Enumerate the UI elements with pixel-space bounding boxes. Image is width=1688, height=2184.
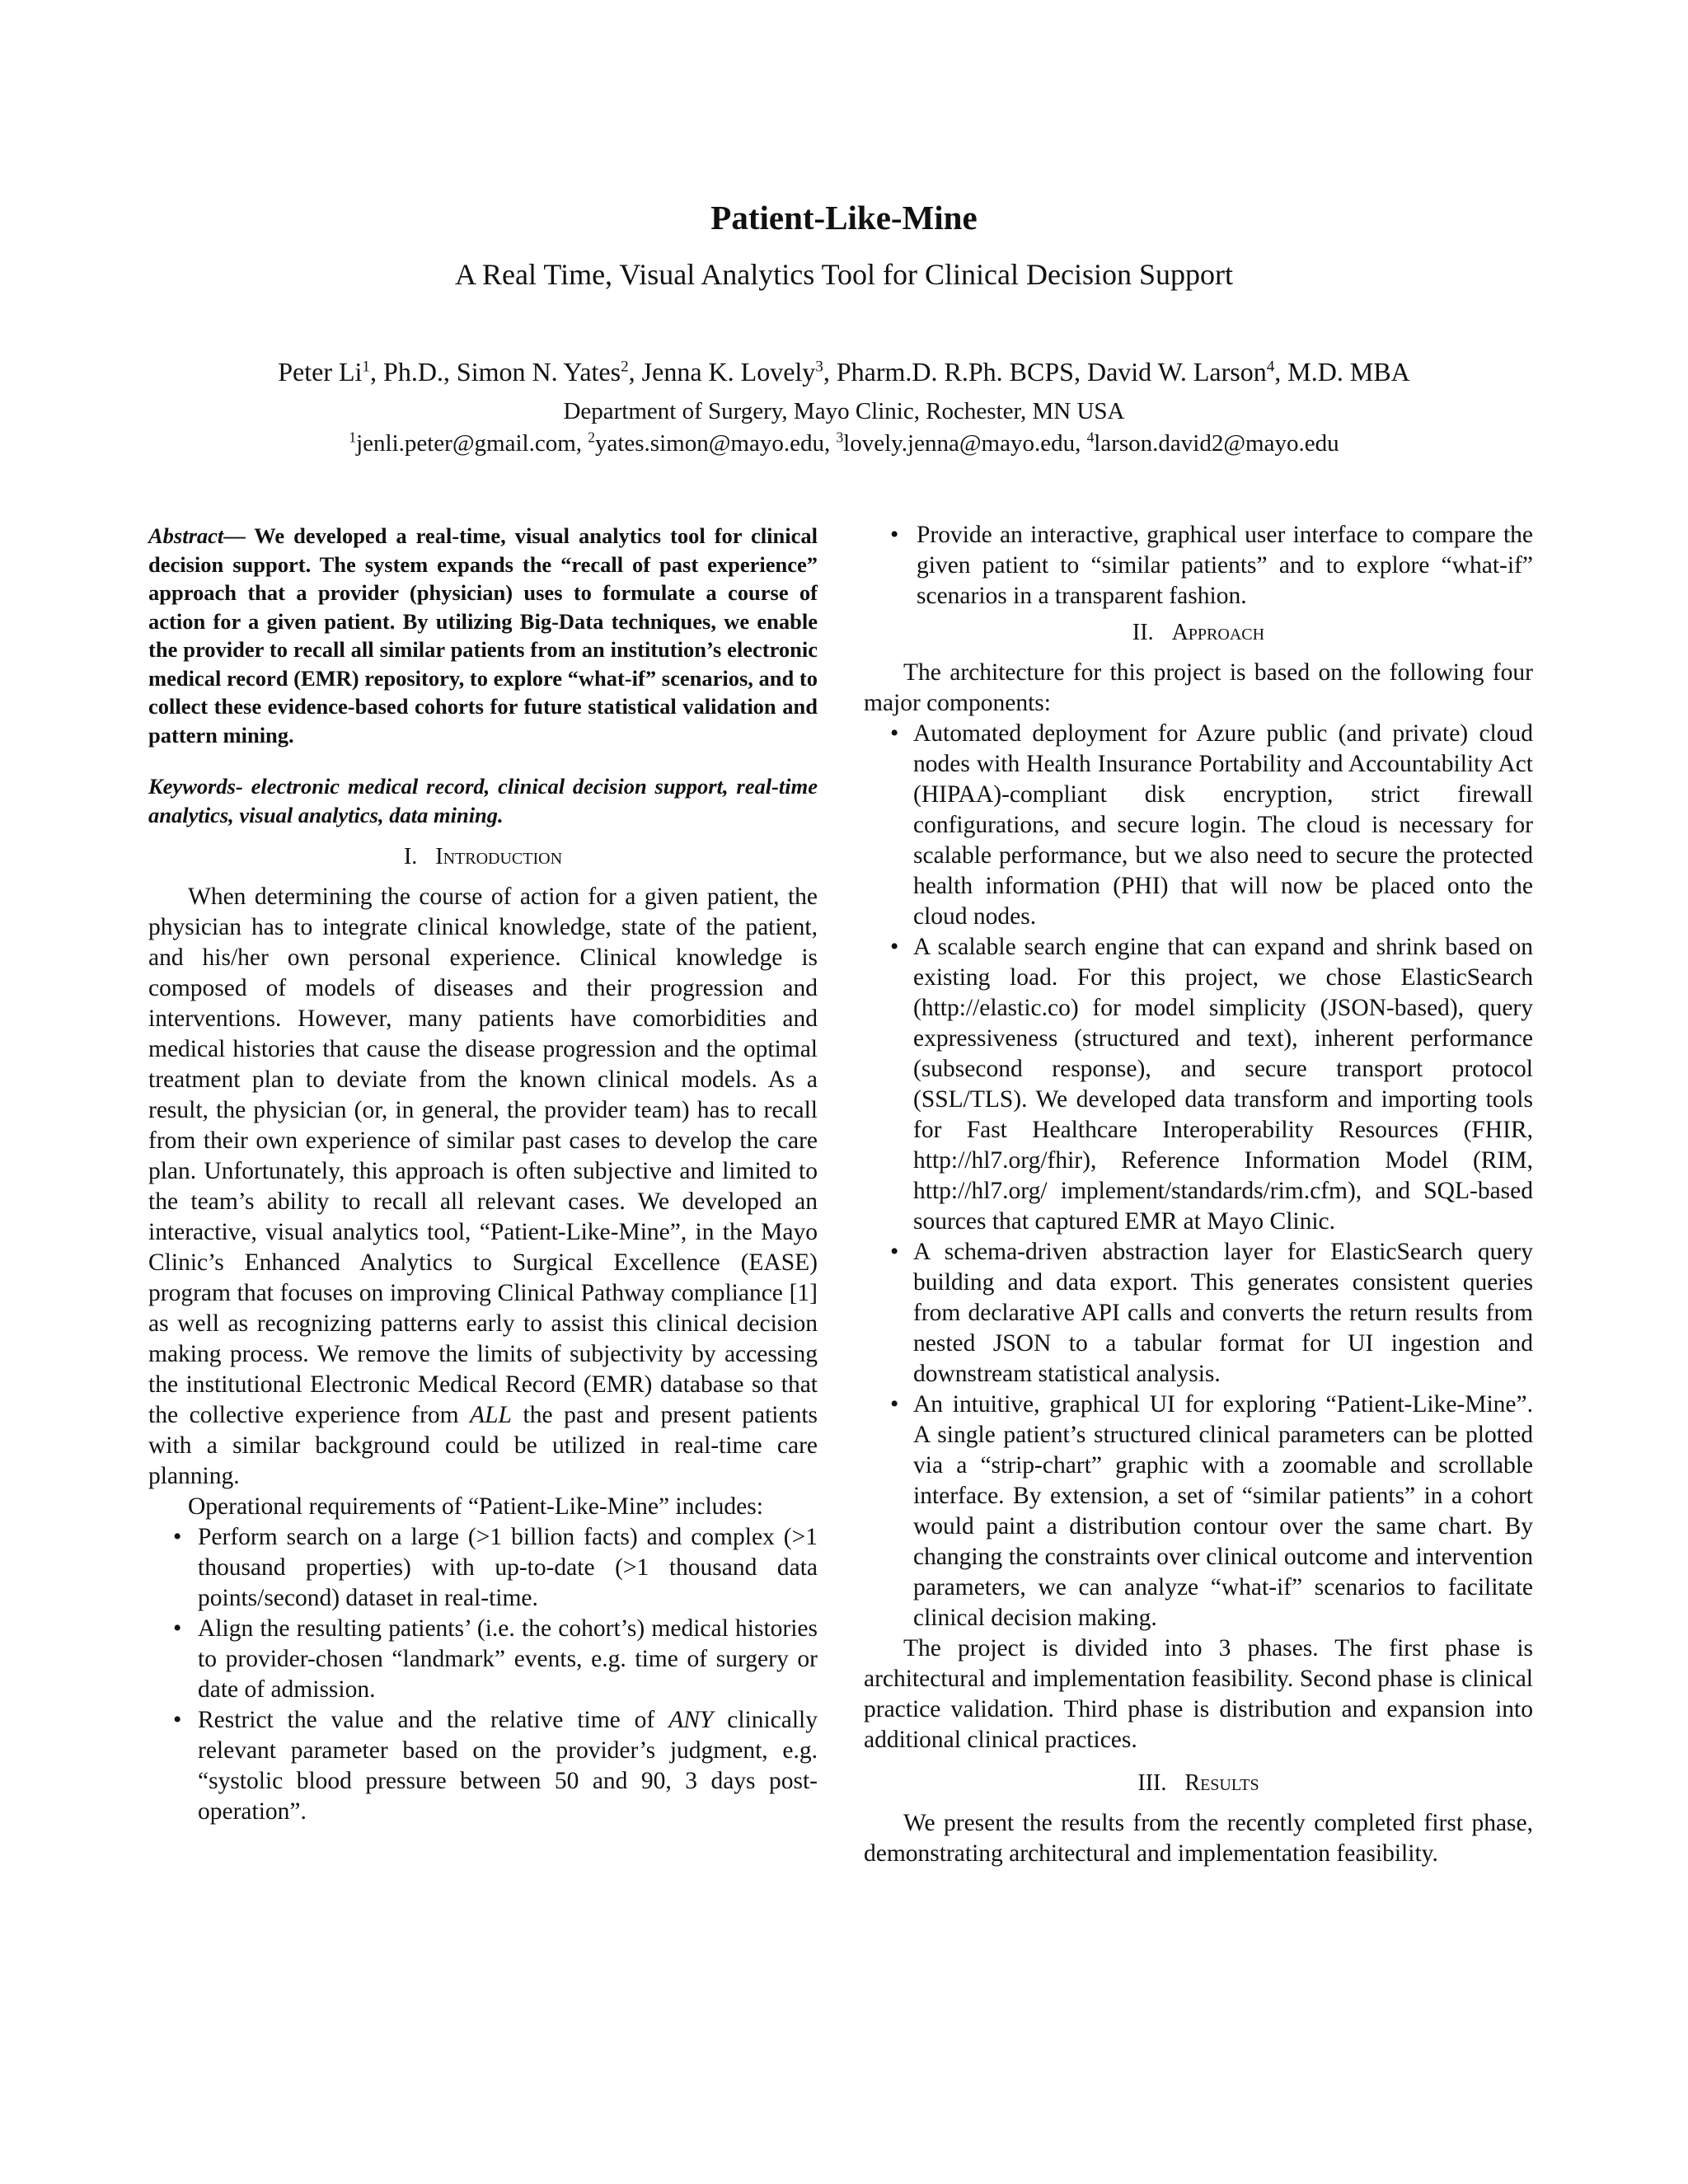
bullet-icon: •: [890, 1391, 899, 1418]
right-column: [864, 520, 1533, 1869]
author-name: David W. Larson: [1086, 357, 1267, 387]
author-name: Simon N. Yates: [456, 357, 621, 387]
bullet-icon: •: [173, 1524, 182, 1550]
list-item: [148, 1614, 818, 1705]
author-name: Jenna K. Lovely: [641, 357, 816, 387]
bullet-icon: •: [890, 1239, 899, 1265]
requirements-list: [148, 1522, 818, 1827]
intro-emphasis: ALL: [470, 1402, 512, 1428]
email-address: larson.david2@mayo.edu: [1094, 430, 1339, 457]
section-number: II.: [1132, 620, 1154, 645]
list-item-text: Align the resulting patients’ (i.e. the cohort’s) medical histories to provider-chosen “landmark” events, e.g. time of surgery or date of admission.: [198, 1615, 818, 1703]
section-title: Results: [1184, 1770, 1259, 1796]
author-credentials: , Ph.D.,: [370, 357, 457, 387]
author-affil-mark: 3: [815, 358, 823, 376]
left-column: [148, 522, 818, 1827]
intro-text: the past and present patients with a similar background could be utilized in real-time care planning.: [148, 1402, 818, 1489]
email-address: lovely.jenna@mayo.edu,: [843, 430, 1087, 457]
results-paragraph: We present the results from the recently completed first phase, demonstrating architectural and implementation feasibility.: [864, 1810, 1533, 1867]
list-item-text: Automated deployment for Azure public (and private) cloud nodes with Health Insurance Portability and Accountability Act (HIPAA)-compliant disk encryption, strict firewall configurations, and secure login. The cloud is necessary for scalable performance, but we also need to secure the protected health information (PHI) that will now be placed onto the cloud nodes.: [913, 720, 1533, 930]
bullet-icon: •: [890, 934, 899, 960]
affiliation: Department of Surgery, Mayo Clinic, Rochester, MN USA: [563, 398, 1125, 424]
author-credentials: ,: [628, 357, 642, 387]
section-title: Approach: [1171, 620, 1265, 645]
section-title: Introduction: [435, 844, 563, 869]
list-item-text: Restrict the value and the relative time of: [198, 1707, 669, 1733]
email-address: yates.simon@mayo.edu,: [594, 430, 837, 457]
bullet-icon: •: [173, 1707, 182, 1733]
section-heading-results: [864, 1767, 1533, 1800]
author-line: [0, 354, 1688, 389]
components-list: [864, 719, 1533, 1633]
author-affil-mark: 2: [621, 358, 629, 376]
list-item: [864, 1390, 1533, 1633]
section-heading-introduction: [148, 841, 818, 874]
paper-subtitle: A Real Time, Visual Analytics Tool for Clinical Decision Support: [455, 258, 1233, 291]
approach-paragraph: The architecture for this project is based on the following four major components:: [864, 659, 1533, 716]
author-credentials: , Pharm.D. R.Ph. BCPS,: [823, 357, 1087, 387]
email-affil-mark: 4: [1086, 429, 1095, 446]
bullet-icon: •: [173, 1615, 182, 1642]
section-number: III.: [1137, 1770, 1167, 1796]
bullet-icon: •: [890, 522, 899, 548]
abstract: [148, 522, 818, 749]
list-item-text: A schema-driven abstraction layer for ElasticSearch query building and data export. This generates consistent queries from declarative API calls and converts the return results from nested JSON to a tabular format for UI ingestion and downstream statistical analysis.: [913, 1239, 1533, 1387]
abstract-dash: —: [223, 523, 255, 548]
email-address: jenli.peter@gmail.com,: [356, 430, 588, 457]
list-item-emphasis: ANY: [668, 1707, 714, 1733]
list-item-text: An intuitive, graphical UI for exploring “Patient-Like-Mine”. A single patient’s structured clinical parameters can be plotted via a “strip-chart” graphic with a zoomable and scrollable interface. By extension, a set of “similar patients” in a cohort would paint a distribution contour over the same chart. By changing the constraints over clinical outcome and intervention parameters, we can analyze “what-if” scenarios to facilitate clinical decision making.: [913, 1391, 1533, 1631]
list-item-text: Perform search on a large (>1 billion facts) and complex (>1 thousand properties) with up-to-date (>1 thousand data points/second) dataset in real-time.: [198, 1524, 818, 1611]
author-affil-mark: 4: [1266, 358, 1275, 376]
abstract-text: We developed a real-time, visual analytics tool for clinical decision support. The system expands the “recall of past experience” approach that a provider (physician) uses to formulate a course of action for a given patient. By utilizing Big-Data techniques, we enable the provider to recall all similar patients from an institution’s electronic medical record (EMR) repository, to explore “what-if” scenarios, and to collect these evidence-based cohorts for future statistical validation and pattern mining.: [148, 523, 818, 748]
intro-text: When determining the course of action for a given patient, the physician has to integrate clinical knowledge, state of the patient, and his/her own personal experience. Clinical knowledge is composed of models of diseases and their progression and interventions. However, many patients have comorbidities and medical histories that cause the disease progression and the optimal treatment plan to deviate from the known clinical models. As a result, the physician (or, in general, the provider team) has to recall from their own experience of similar past cases to develop the care plan. Unfortunately, this approach is often subjective and limited to the team’s ability to recall all relevant cases. We developed an interactive, visual analytics tool, “Patient-Like-Mine”, in the Mayo Clinic’s Enhanced Analytics to Surgical Excellence (EASE) program that focuses on improving Clinical Pathway compliance [1] as well as recognizing patterns early to assist this clinical decision making process. We remove the limits of subjectivity by accessing the institutional Electronic Medical Record (EMR) database so that the collective experience from: [148, 883, 818, 1428]
section-number: I.: [403, 844, 418, 869]
email-line: [0, 427, 1688, 460]
bullet-icon: •: [890, 720, 899, 747]
requirements-list-continued: [864, 520, 1533, 612]
requirements-paragraph: Operational requirements of “Patient-Like-Mine” includes:: [188, 1493, 763, 1520]
email-affil-mark: 2: [588, 429, 595, 446]
paper-title: Patient-Like-Mine: [710, 199, 978, 237]
email-affil-mark: 1: [349, 429, 357, 446]
keywords: Keywords- electronic medical record, clinical decision support, real-time analytics, visual analytics, data mining.: [148, 774, 818, 827]
author-credentials: , M.D. MBA: [1274, 357, 1410, 387]
author-affil-mark: 1: [362, 358, 371, 376]
list-item: [864, 719, 1533, 932]
email-affil-mark: 3: [836, 429, 844, 446]
list-item-text: clinically relevant parameter based on the provider’s judgment, e.g. “systolic blood pressure between 50 and 90, 3 days post-operation”.: [198, 1707, 818, 1825]
list-item-text: A scalable search engine that can expand and shrink based on existing load. For this project, we chose ElasticSearch (http://elastic.co) for model simplicity (JSON-based), query expressiveness (structured and text), inherent performance (subsecond response), and secure transport protocol (SSL/TLS). We developed data transform and importing tools for Fast Healthcare Interoperability Resources (FHIR, http://hl7.org/fhir), Reference Information Model (RIM, http://hl7.org/ implement/standards/rim.cfm), and SQL-based sources that captured EMR at Mayo Clinic.: [913, 934, 1533, 1235]
list-item: [148, 1705, 818, 1827]
list-item: [148, 1522, 818, 1614]
section-heading-approach: [864, 616, 1533, 649]
phases-paragraph: The project is divided into 3 phases. The first phase is architectural and implementation feasibility. Second phase is clinical practice validation. Third phase is distribution and expansion into additional clinical practices.: [864, 1635, 1533, 1753]
list-item-text: Provide an interactive, graphical user interface to compare the given patient to “similar patients” and to explore “what-if” scenarios in a transparent fashion.: [917, 522, 1533, 609]
list-item: [864, 520, 1533, 612]
intro-paragraph: [148, 882, 818, 1492]
list-item: [864, 932, 1533, 1237]
author-name: Peter Li: [278, 357, 363, 387]
list-item: [864, 1237, 1533, 1390]
abstract-lead: Abstract: [148, 523, 224, 548]
